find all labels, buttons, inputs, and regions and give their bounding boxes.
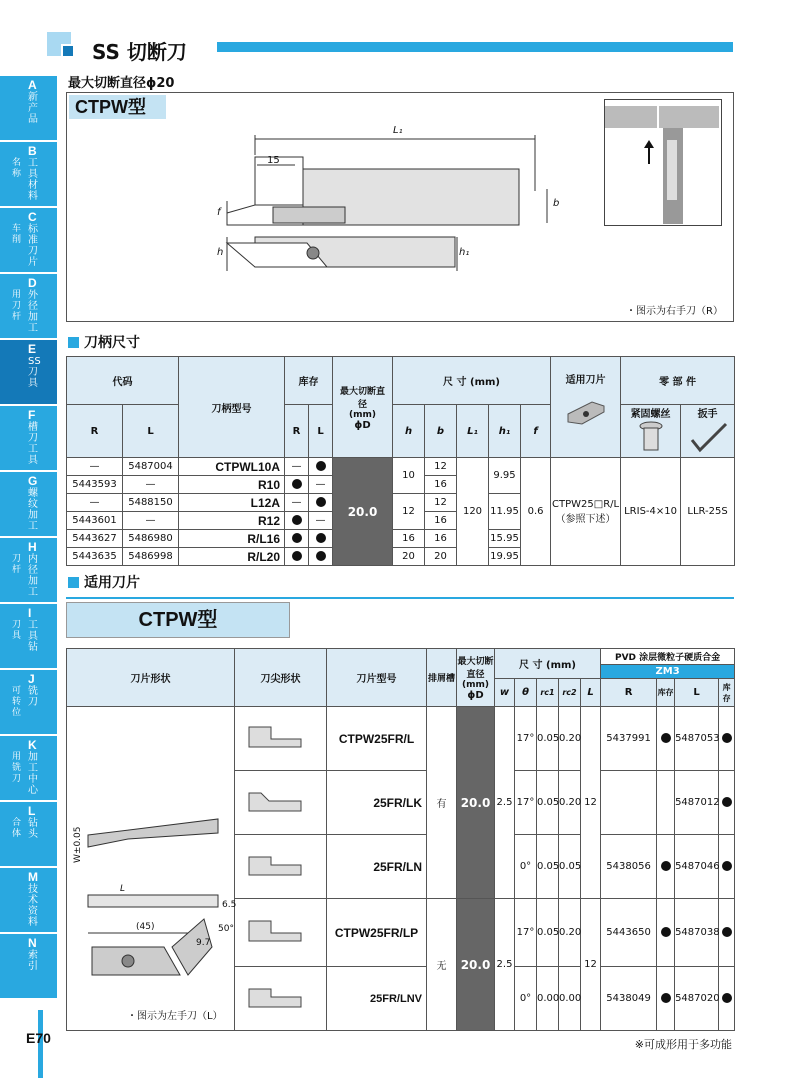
stock-dot (661, 861, 671, 871)
section-tab-label: 用铣刀 (12, 752, 22, 784)
section-tab-letter: D (28, 276, 37, 290)
h-maxd: 最大切断直径 (mm) ϕD (333, 357, 393, 458)
dim-15: 15 (267, 155, 280, 166)
h-parts: 零 部 件 (621, 357, 735, 405)
chip-no: 无 (427, 899, 457, 1031)
insert-shape-drawing (68, 707, 234, 1027)
h-col-h: h (393, 405, 425, 458)
header-bar (217, 42, 733, 52)
section-tab-label: 钻头 (28, 818, 38, 840)
stock-dot (661, 993, 671, 1003)
section-tab-j[interactable] (0, 670, 57, 736)
holder-section-title: 刀柄尺寸 (68, 332, 140, 352)
h-model: 刀柄型号 (179, 357, 285, 458)
section-tab-label: 合体 (12, 818, 22, 839)
svg-text:50°: 50° (217, 924, 234, 934)
page-subtitle: 最大切断直径ϕ20 (68, 76, 175, 91)
section-tab-label: 标准刀片 (28, 224, 38, 268)
section-tab-n[interactable] (0, 934, 57, 1000)
holder-insert: CTPW25□R/L （参照下述） (551, 458, 621, 566)
dim-b: b (553, 198, 560, 209)
section-tab-letter: H (28, 540, 37, 554)
section-tab-b[interactable] (0, 142, 57, 208)
section-tab-letter: B (28, 144, 37, 158)
section-tab-label: 加工中心 (28, 752, 38, 796)
holder-type-label: CTPW型 (69, 95, 166, 119)
dim-h: h (217, 247, 224, 258)
section-tab-label: 槽刀工具 (28, 422, 38, 466)
h-code-r: R (67, 405, 123, 458)
insert-shape-cell (67, 707, 235, 1031)
table-row: (45) 9.7 6.5 50° W±0.05 L ・图示为左手刀（L） CTPW25FR/L 有 20.0 2.5 17° 0.05 0.20 12 5437991 5487053 (67, 707, 735, 771)
holder-screw: LRIS-4×10 (621, 458, 681, 566)
wrench-icon (686, 420, 730, 454)
holder-L1: 120 (457, 458, 489, 566)
table-row: CTPW25FR/LP 无 20.0 2.5 17° 0.05 0.20 12 5443650 5487038 (67, 899, 735, 967)
insert-icon (564, 394, 608, 430)
insert-section-title: 适用刀片 (68, 572, 140, 592)
table-row: 25FR/LNV 0° 0.00 0.00 5438049 5487020 (67, 967, 735, 1031)
section-tab-letter: C (28, 210, 37, 224)
ih-model: 刀片型号 (327, 649, 427, 707)
h-col-f: f (521, 405, 551, 458)
footnote: ※可成形用于多功能 (634, 1038, 732, 1051)
section-tab-letter: L (28, 804, 36, 818)
stock-dot (722, 861, 732, 871)
section-tab-m[interactable] (0, 868, 57, 934)
inset-svg (605, 100, 721, 225)
cut-direction-inset (604, 99, 722, 226)
section-tab-label: 用刀杆 (12, 290, 22, 322)
h-insert: 适用刀片 (551, 357, 621, 458)
section-tab-g[interactable] (0, 472, 57, 538)
ih-dims: 尺 寸 (mm) (495, 649, 601, 679)
h-screw: 紧固螺丝 (621, 405, 681, 458)
screw-icon (636, 420, 666, 454)
section-square-icon (68, 577, 79, 588)
section-tab-rail (0, 76, 57, 1000)
stock-dot (661, 927, 671, 937)
section-tab-letter: K (28, 738, 37, 752)
stock-dot (316, 533, 326, 543)
dim-f: f (217, 207, 221, 218)
header-square-dark (61, 44, 75, 58)
section-tab-label: 螺纹加工 (28, 488, 38, 532)
holder-drawing (66, 92, 734, 322)
h-stock: 库存 (285, 357, 333, 405)
section-tab-d[interactable] (0, 274, 57, 340)
chip-yes: 有 (427, 707, 457, 899)
section-tab-e[interactable] (0, 340, 57, 406)
ih-chip: 排屑槽 (427, 649, 457, 707)
tip-shape-icon (241, 845, 321, 885)
section-tab-label: 新产品 (28, 92, 38, 125)
section-tab-label: 车削 (12, 224, 22, 245)
section-tab-letter: F (28, 408, 36, 422)
stock-dot (292, 551, 302, 561)
section-tab-a[interactable] (0, 76, 57, 142)
table-row: — 5487004 CTPWL10A — 20.0 10 12 120 9.95 0.6 CTPW25□R/L （参照下述） LRIS-4×10 LLR-25S (67, 458, 735, 476)
section-tab-i[interactable] (0, 604, 57, 670)
section-tab-label: 可转位 (12, 686, 22, 718)
h-code: 代码 (67, 357, 179, 405)
svg-text:9.7: 9.7 (195, 938, 210, 948)
ih-grade: PVD 涂层微粒子硬质合金 (601, 649, 735, 665)
stock-dot (292, 479, 302, 489)
h-col-b: b (425, 405, 457, 458)
stock-dot (722, 733, 732, 743)
tip-shape (235, 899, 327, 967)
tip-shape-icon (241, 977, 321, 1017)
section-tab-label: 索引 (28, 950, 38, 972)
tip-shape (235, 967, 327, 1031)
table-row: 25FR/LK 17° 0.05 0.20 5487012 (67, 771, 735, 835)
tip-shape (235, 707, 327, 771)
table-row: 25FR/LN 0° 0.05 0.05 5438056 5487046 (67, 835, 735, 899)
stock-dot (722, 927, 732, 937)
h-dims: 尺 寸 (mm) (393, 357, 551, 405)
section-tab-letter: J (28, 672, 35, 686)
holder-wrench: LLR-25S (681, 458, 735, 566)
ih-maxd: 最大切断直径 (mm) ϕD (457, 649, 495, 707)
section-tab-c[interactable] (0, 208, 57, 274)
h-code-l: L (123, 405, 179, 458)
section-tab-l[interactable] (0, 802, 57, 868)
section-tab-letter: G (28, 474, 38, 488)
stock-dot (722, 993, 732, 1003)
tip-shape-icon (241, 911, 321, 951)
section-tab-h[interactable] (0, 538, 57, 604)
section-square-icon (68, 337, 79, 348)
tip-shape (235, 835, 327, 899)
stock-dot (316, 461, 326, 471)
insert-table: 刀片形状 刀尖形状 刀片型号 排屑槽 最大切断直径 (mm) ϕD 尺 寸 (mm) PVD 涂层微粒子硬质合金 ZM3 w θ rc1 rc2 L R 库存 L 库存 (45) 9.7 6.5 50° W±0.05 L ・图示为左手刀（L） CTPW25FR/L 有 20.0 2.5 17° 0.05 0.20 12 5437991 5487053 25FR/LK 17° 0.05 0.20 5487012 25FR/LN 0° 0.05 0.05 5438056 5487046 CTPW25FR/LP 无 20.0 2.5 17° 0.05 0.20 12 5443650 5487038 25FR/LNV 0° 0.00 0.00 5438049 5487020 (66, 648, 735, 1031)
section-tab-k[interactable] (0, 736, 57, 802)
section-tab-label: 刀杆 (12, 554, 22, 575)
svg-text:6.5: 6.5 (221, 900, 236, 910)
grade-badge: ZM3 (601, 665, 735, 679)
tip-shape-icon (241, 781, 321, 821)
holder-table (66, 356, 735, 566)
h-col-h1: h₁ (489, 405, 521, 458)
h-stock-l: L (309, 405, 333, 458)
stock-dot (316, 497, 326, 507)
section-tab-label: 外径加工 (28, 290, 38, 334)
section-tab-letter: A (28, 78, 37, 92)
table-row: — 5488150 L12A — 12 12 11.95 (67, 494, 735, 512)
page-title: SS 切断刀 (92, 40, 187, 64)
section-tab-letter: M (28, 870, 38, 884)
stock-dot (292, 533, 302, 543)
section-tab-label: 技术资料 (28, 884, 38, 928)
holder-f: 0.6 (521, 458, 551, 566)
h-wrench: 扳手 (681, 405, 735, 458)
section-tab-f[interactable] (0, 406, 57, 472)
ih-shape: 刀片形状 (67, 649, 235, 707)
h-stock-r: R (285, 405, 309, 458)
section-tab-letter: I (28, 606, 32, 620)
section-tab-label: SS刀具 (28, 356, 41, 389)
svg-text:L: L (119, 884, 125, 894)
section-tab-letter: N (28, 936, 37, 950)
svg-text:W±0.05: W±0.05 (72, 826, 83, 863)
stock-dot (316, 551, 326, 561)
section-tab-label: 刀具 (12, 620, 22, 641)
section-tab-label: 内径加工 (28, 554, 38, 598)
section-tab-label: 铣刀 (28, 686, 38, 708)
section-divider (66, 597, 734, 599)
holder-maxd: 20.0 (333, 458, 393, 566)
ih-tip: 刀尖形状 (235, 649, 327, 707)
section-tab-label: 工具钻 (28, 620, 38, 653)
section-tab-label: 名称 (12, 158, 22, 179)
table-row: 5443593 — R10 — 16 (67, 476, 735, 494)
insert-type-label: CTPW型 (66, 602, 290, 638)
section-tab-label: 工具材料 (28, 158, 38, 202)
table-row: 5443601 — R12 — 16 (67, 512, 735, 530)
h-col-L1: L₁ (457, 405, 489, 458)
page-number: E70 (26, 1030, 51, 1046)
tip-shape-icon (241, 717, 321, 757)
stock-dot (292, 515, 302, 525)
table-row: 5443627 5486980 R/L16 16 16 15.95 (67, 530, 735, 548)
dim-h1: h₁ (459, 247, 470, 258)
tip-shape (235, 771, 327, 835)
svg-text:(45): (45) (135, 922, 154, 932)
drawing-note: ・图示为右手刀（R） (626, 306, 723, 317)
stock-dot (722, 797, 732, 807)
shape-note: ・图示为左手刀（L） (127, 1011, 223, 1022)
section-tab-letter: E (28, 342, 37, 356)
dim-L1: L₁ (393, 125, 403, 136)
stock-dot (661, 733, 671, 743)
table-row: 5443635 5486998 R/L20 20 20 19.95 (67, 548, 735, 566)
